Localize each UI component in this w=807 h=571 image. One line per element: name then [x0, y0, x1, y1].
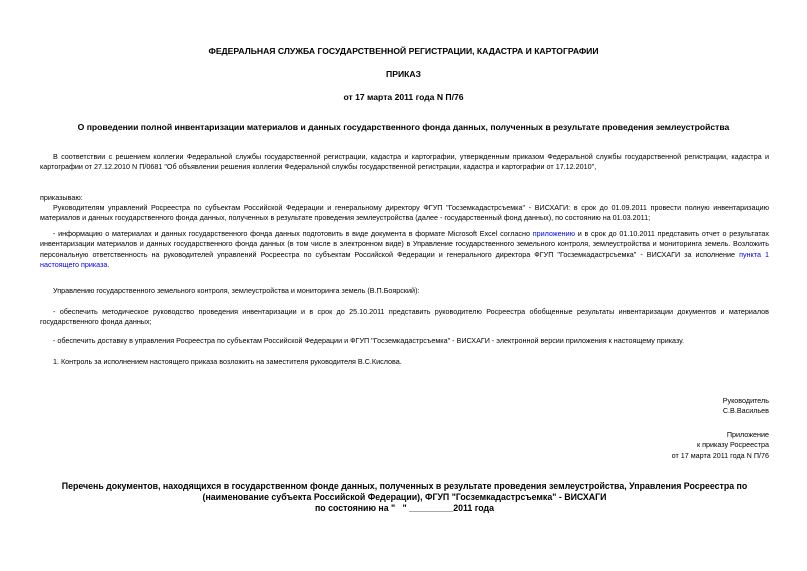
appendix-title-line-3: по состоянию на " " _________2011 года	[314, 503, 495, 514]
order-date-number: от 17 марта 2011 года N П/76	[343, 92, 464, 102]
order-subject: О проведении полной инвентаризации материалов и данных государственного фонда данных, полученных в результате проведения землеустройства	[77, 122, 730, 132]
signature-role: Руководитель	[722, 396, 769, 405]
appendix-title-line-1: Перечень документов, находящихся в государственном фонде данных, полученных в результате проведения землеустройства, Управления Росреестра по	[61, 481, 748, 491]
clause-2-text-middle: и в срок до 01.10.2011 представить отчет о результатах инвентаризации материалов и данных государственного фонда данных (в том числе в электронном виде) в Управление государственного земельного контроля, землеустройства и мониторинга земель. Возложить персональную ответственность на руководителей управлений Росреестра по субъектам Российской Федерации и генерального директора ФГУП "Госземкадастрсъемка" - ВИСХАГИ за исполнение	[40, 229, 769, 259]
appendix-title	[40, 481, 769, 515]
clause-6-paragraph: 1. Контроль за исполнением настоящего приказа возложить на заместителя руководителя В.С.Кислова.	[53, 357, 402, 366]
doc-type-heading: ПРИКАЗ	[386, 69, 421, 79]
clause-4-paragraph: - обеспечить методическое руководство проведения инвентаризации и в срок до 25.10.2011 представить руководителю Росреестра обобщенные результаты инвентаризации документов и материалов государственного фонда данных;	[40, 307, 769, 327]
appendix-ref-line-2: к приказу Росреестра	[696, 440, 769, 450]
clause-1-paragraph: Руководителям управлений Росреестра по субъектам Российской Федерации и генеральному директору ФГУП "Госземкадастрсъемка" - ВИСХАГИ: в срок до 01.09.2011 провести полную инвентаризацию материалов и данных государственного фонда данных, полученных в результате проведения землеустройства (далее - государственный фонд данных), по состоянию на 01.03.2011;	[40, 203, 769, 223]
clause-2-text-end: .	[107, 260, 110, 270]
signature-block	[469, 396, 769, 417]
clause-2-paragraph	[40, 229, 769, 271]
appendix-reference	[469, 430, 769, 461]
appendix-ref-line-3: от 17 марта 2011 года N П/76	[671, 450, 769, 460]
appendix-link[interactable]: приложению	[532, 229, 575, 238]
clause-5-paragraph: - обеспечить доставку в управления Росреестра по субъектам Российской Федерации и ФГУП "Госземкадастрсъемка" - ВИСХАГИ - электронной версии приложения к настоящему приказу.	[53, 336, 685, 345]
agency-title: ФЕДЕРАЛЬНАЯ СЛУЖБА ГОСУДАРСТВЕННОЙ РЕГИСТРАЦИИ, КАДАСТРА И КАРТОГРАФИИ	[208, 46, 599, 56]
clause-2-text-start: - информацию о материалах и данных государственного фонда данных подготовить в виде документа в формате Microsoft Excel согласно	[53, 229, 533, 238]
order-word: приказываю:	[40, 193, 83, 202]
signature-name: С.В.Васильев	[722, 406, 769, 416]
clause-3-paragraph: Управлению государственного земельного контроля, землеустройства и мониторинга земель (В.П.Боярский):	[53, 286, 420, 295]
clause-1-link[interactable]: пункта 1 настоящего приказа	[40, 249, 769, 270]
appendix-title-line-2: (наименование субъекта Российской Федерации), ФГУП "Госземкадастрсъемка" - ВИСХАГИ	[202, 492, 607, 503]
preamble-paragraph: В соответствии с решением коллегии Федеральной службы государственной регистрации, кадастра и картографии, утвержденным приказом Федеральной службы государственной регистрации, кадастра и картографии от 27.12.2010 N П/0681 "Об объявлении решения коллегии Федеральной службы государственной регистрации, кадастра и картографии от 17.12.2010",	[40, 152, 769, 172]
appendix-ref-line-1: Приложение	[726, 430, 769, 439]
